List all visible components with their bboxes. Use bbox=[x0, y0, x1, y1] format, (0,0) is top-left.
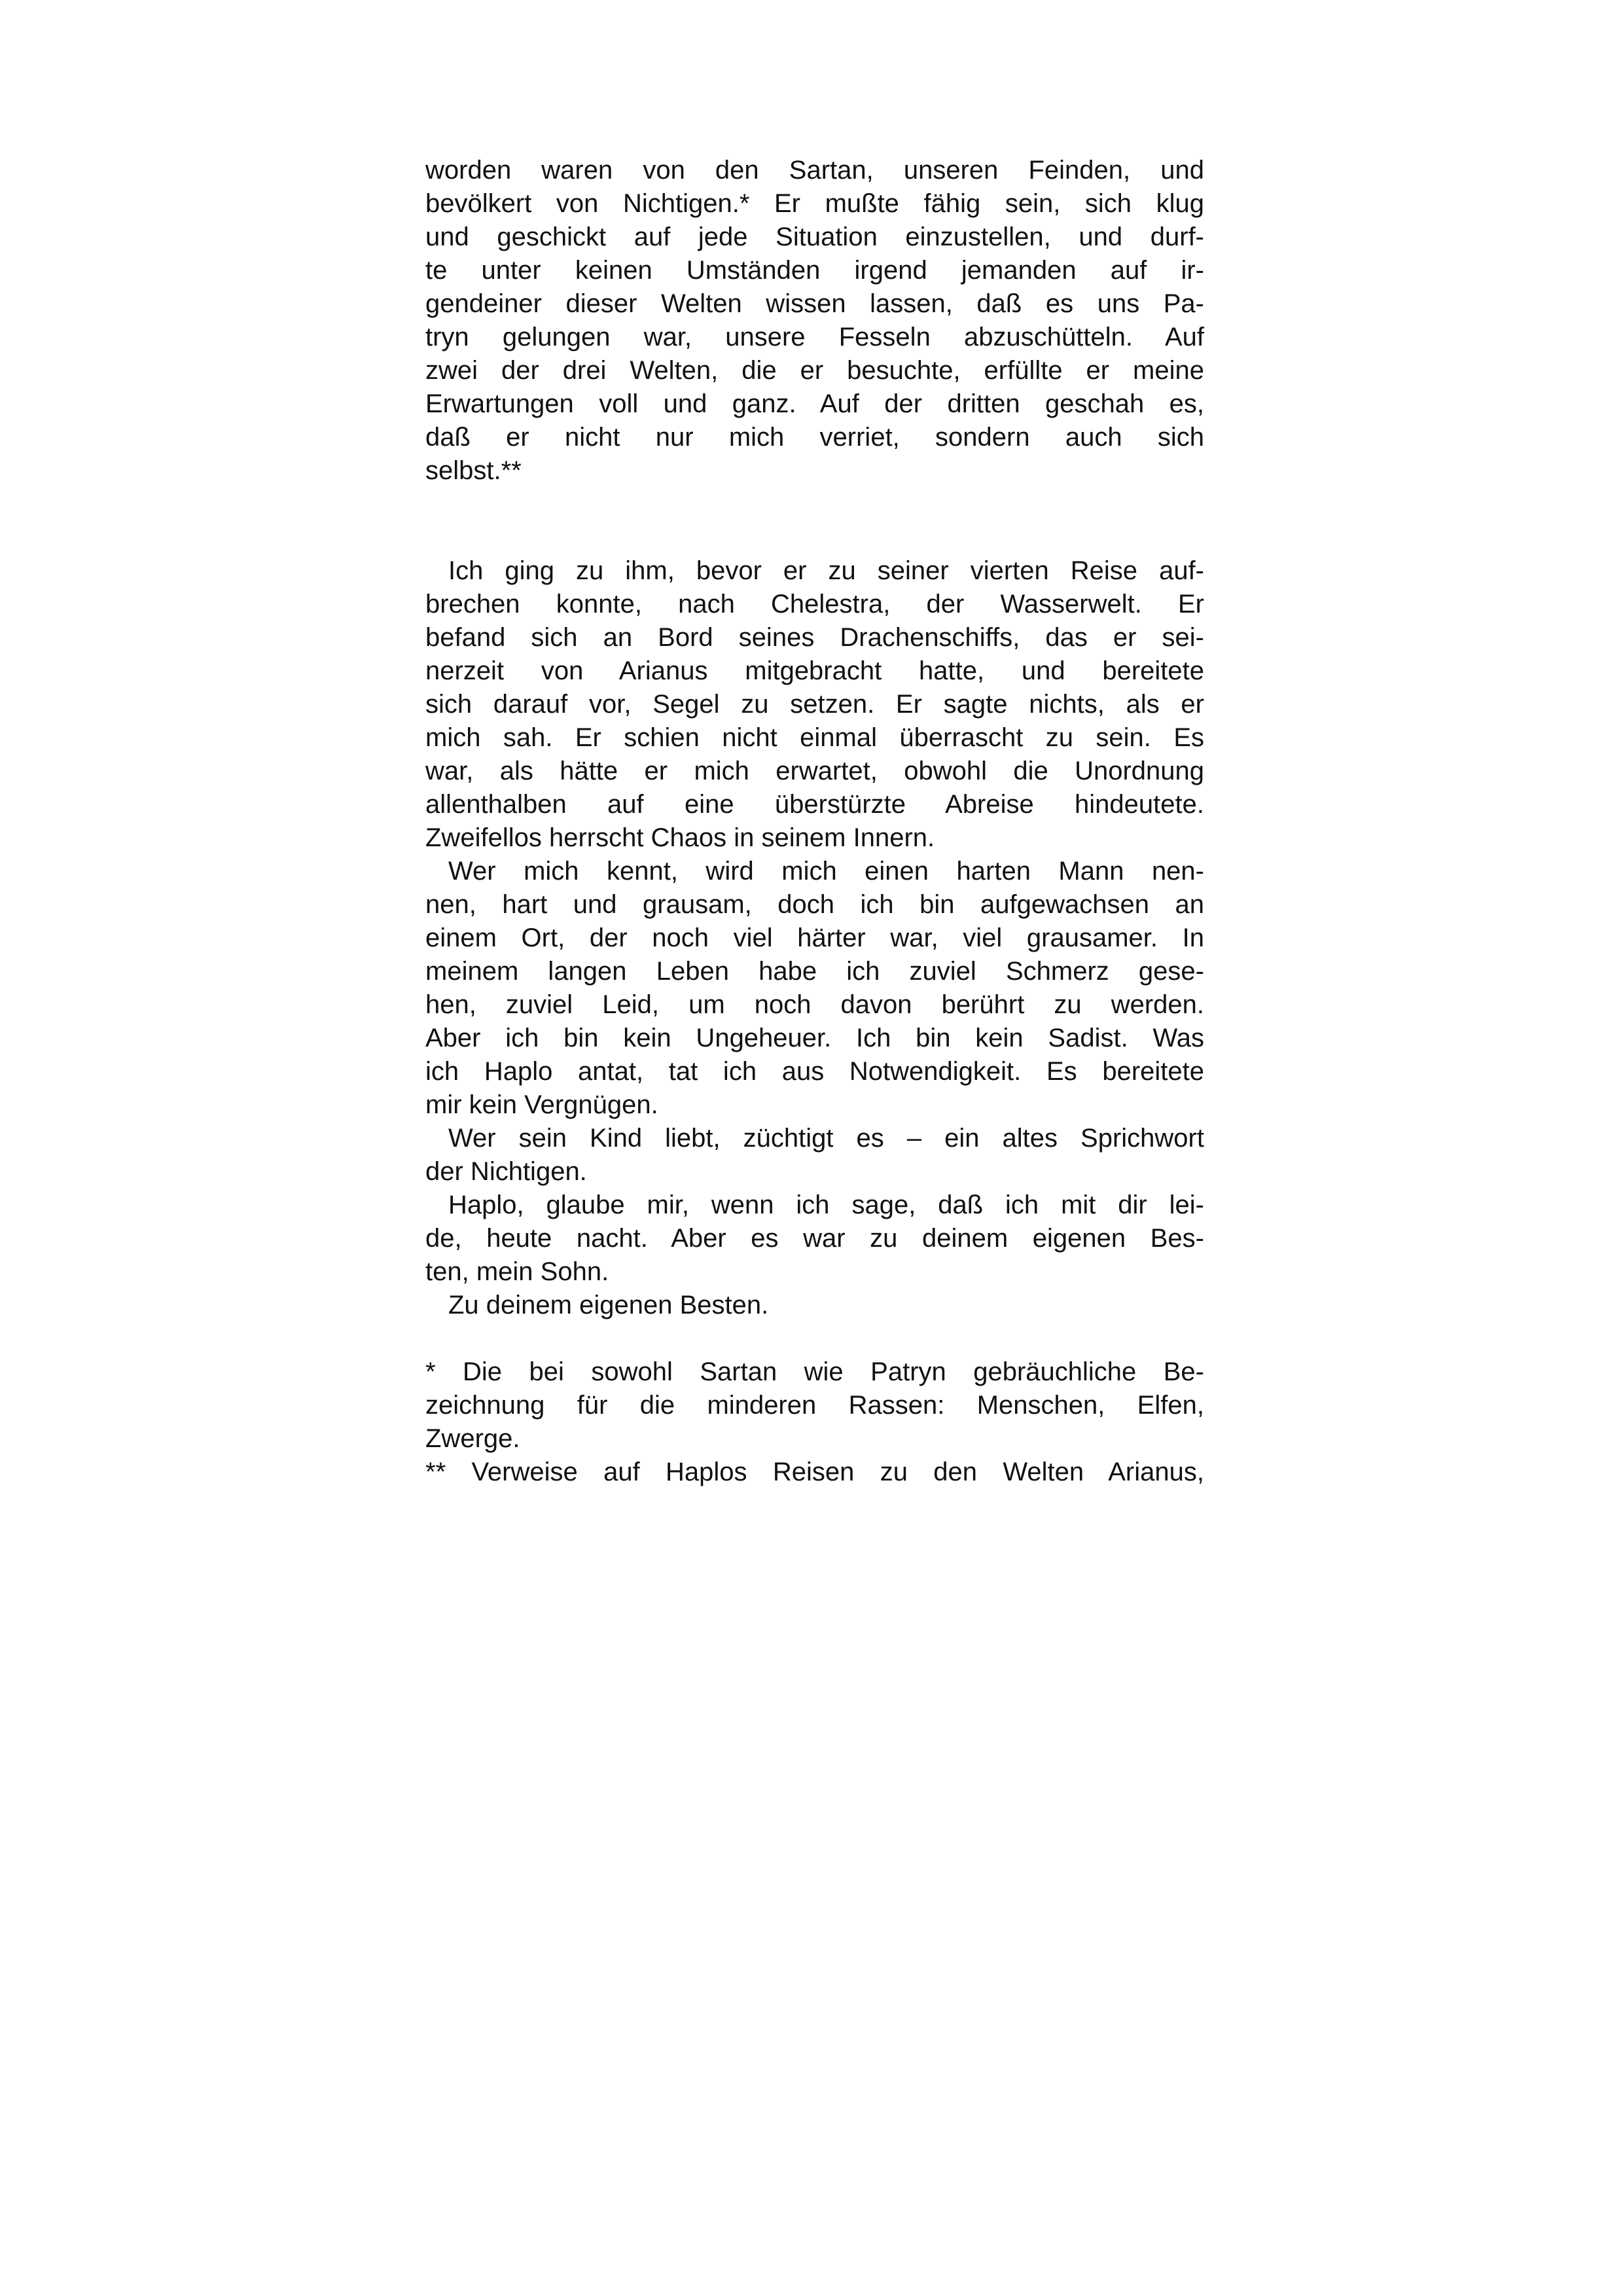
text-line: Zweifellos herrscht Chaos in seinem Innern. bbox=[425, 823, 935, 852]
text-line: mir kein Vergnügen. bbox=[425, 1090, 658, 1119]
text-line: ich Haplo antat, tat ich aus Notwendigkeit. Es bereitete bbox=[425, 1057, 1204, 1086]
text-line: war, als hätte er mich erwartet, obwohl die Unordnung bbox=[425, 757, 1204, 785]
text-line: Ich ging zu ihm, bevor er zu seiner vierten Reise auf- bbox=[448, 556, 1204, 585]
text-column bbox=[425, 154, 1204, 1489]
text-line: nerzeit von Arianus mitgebracht hatte, und bereitete bbox=[425, 656, 1204, 685]
text-line: daß er nicht nur mich verriet, sondern auch sich bbox=[425, 423, 1204, 452]
text-line: Wer mich kennt, wird mich einen harten Mann nen- bbox=[448, 857, 1204, 886]
text-line: Erwartungen voll und ganz. Auf der dritten geschah es, bbox=[425, 389, 1204, 418]
text-line: der Nichtigen. bbox=[425, 1157, 587, 1186]
paragraph-1 bbox=[425, 154, 1204, 488]
text-line: bevölkert von Nichtigen.* Er mußte fähig sein, sich klug bbox=[425, 189, 1204, 218]
text-line: sich darauf vor, Segel zu setzen. Er sagte nichts, als er bbox=[425, 690, 1204, 719]
text-line: Zu deinem eigenen Besten. bbox=[448, 1291, 769, 1319]
footnote-line: * Die bei sowohl Sartan wie Patryn gebräuchliche Be- bbox=[425, 1357, 1204, 1386]
text-line: te unter keinen Umständen irgend jemanden auf ir- bbox=[425, 256, 1204, 285]
text-line: und geschickt auf jede Situation einzustellen, und durf- bbox=[425, 223, 1204, 251]
footnote-line: zeichnung für die minderen Rassen: Menschen, Elfen, bbox=[425, 1391, 1204, 1420]
footnote-line: ** Verweise auf Haplos Reisen zu den Welten Arianus, bbox=[425, 1458, 1204, 1486]
text-line: befand sich an Bord seines Drachenschiffs, das er sei- bbox=[425, 623, 1204, 652]
text-line: Aber ich bin kein Ungeheuer. Ich bin kein Sadist. Was bbox=[425, 1024, 1204, 1052]
text-line: selbst.** bbox=[425, 456, 522, 485]
footnote-2 bbox=[425, 1456, 1204, 1489]
footnote-1 bbox=[425, 1355, 1204, 1456]
text-line: mich sah. Er schien nicht einmal überrascht zu sein. Es bbox=[425, 723, 1204, 752]
text-line: meinem langen Leben habe ich zuviel Schmerz gese- bbox=[425, 957, 1204, 986]
text-line: zwei der drei Welten, die er besuchte, erfüllte er meine bbox=[425, 356, 1204, 385]
paragraph-5 bbox=[425, 1189, 1204, 1289]
text-line: worden waren von den Sartan, unseren Feinden, und bbox=[425, 156, 1204, 185]
paragraph-4 bbox=[425, 1122, 1204, 1189]
text-line: gendeiner dieser Welten wissen lassen, daß es uns Pa- bbox=[425, 289, 1204, 318]
text-line: einem Ort, der noch viel härter war, viel grausamer. In bbox=[425, 924, 1204, 952]
footnote-line: Zwerge. bbox=[425, 1424, 520, 1453]
paragraph-6 bbox=[425, 1289, 1204, 1322]
text-line: tryn gelungen war, unsere Fesseln abzuschütteln. Auf bbox=[425, 323, 1204, 351]
text-line: Haplo, glaube mir, wenn ich sage, daß ich mit dir lei- bbox=[448, 1191, 1204, 1219]
paragraph-3 bbox=[425, 855, 1204, 1122]
text-line: de, heute nacht. Aber es war zu deinem eigenen Bes- bbox=[425, 1224, 1204, 1253]
text-line: ten, mein Sohn. bbox=[425, 1257, 609, 1286]
paragraph-gap bbox=[425, 488, 1204, 554]
paragraph-2 bbox=[425, 554, 1204, 855]
footnote-gap bbox=[425, 1322, 1204, 1355]
text-line: Wer sein Kind liebt, züchtigt es – ein altes Sprichwort bbox=[448, 1124, 1204, 1153]
text-line: brechen konnte, nach Chelestra, der Wasserwelt. Er bbox=[425, 590, 1204, 619]
text-line: hen, zuviel Leid, um noch davon berührt zu werden. bbox=[425, 990, 1204, 1019]
text-line: nen, hart und grausam, doch ich bin aufgewachsen an bbox=[425, 890, 1204, 919]
text-line: allenthalben auf eine überstürzte Abreise hindeutete. bbox=[425, 790, 1204, 819]
